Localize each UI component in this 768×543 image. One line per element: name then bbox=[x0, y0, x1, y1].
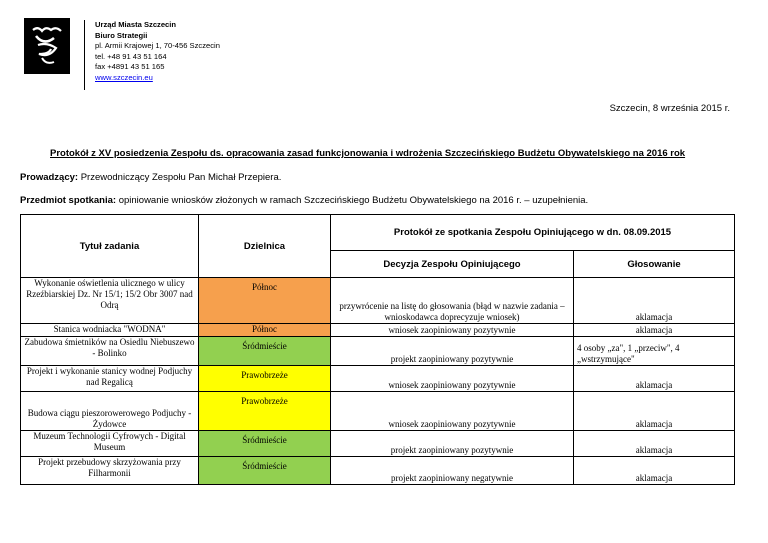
header-task: Tytuł zadania bbox=[21, 215, 199, 278]
decision-cell: projekt zaopiniowany pozytywnie bbox=[331, 431, 574, 457]
vote-cell: aklamacja bbox=[574, 278, 735, 324]
table-row bbox=[21, 366, 735, 392]
proposals-table bbox=[20, 214, 735, 485]
table-header-row bbox=[21, 215, 735, 251]
vote-cell: aklamacja bbox=[574, 431, 735, 457]
task-cell: Zabudowa śmietników na Osiedlu Niebuszewo - Bolinko bbox=[21, 337, 199, 366]
task-cell: Budowa ciągu pieszorowerowego Podjuchy - Żydowce bbox=[21, 392, 199, 431]
table-row bbox=[21, 278, 735, 324]
chair-line bbox=[20, 172, 281, 183]
subject-value: opiniowanie wniosków złożonych w ramach Szczecińskiego Budżetu Obywatelskiego na 2016 r. – uzupełnienia. bbox=[118, 195, 589, 206]
district-cell: Śródmieście bbox=[199, 431, 331, 457]
subject-line bbox=[20, 195, 588, 206]
district-cell: Północ bbox=[199, 278, 331, 324]
district-cell: Prawobrzeże bbox=[199, 392, 331, 431]
district-cell: Północ bbox=[199, 324, 331, 337]
vote-cell: aklamacja bbox=[574, 457, 735, 485]
decision-cell: przywrócenie na listę do głosowania (błąd w nazwie zadania – wnioskodawca doprecyzuje wniosek) bbox=[331, 278, 574, 324]
district-cell: Śródmieście bbox=[199, 457, 331, 485]
szczecin-logo-icon bbox=[24, 18, 70, 74]
task-cell: Muzeum Technologii Cyfrowych - Digital Museum bbox=[21, 431, 199, 457]
table-row bbox=[21, 431, 735, 457]
task-cell: Projekt i wykonanie stanicy wodnej Podjuchy nad Regalicą bbox=[21, 366, 199, 392]
table-row bbox=[21, 392, 735, 431]
decision-cell: wniosek zaopiniowany pozytywnie bbox=[331, 392, 574, 431]
table-row bbox=[21, 457, 735, 485]
vote-cell: 4 osoby „za", 1 „przeciw", 4 „wstrzymujące" bbox=[574, 337, 735, 366]
vote-cell: aklamacja bbox=[574, 324, 735, 337]
district-cell: Śródmieście bbox=[199, 337, 331, 366]
task-cell: Projekt przebudowy skrzyżowania przy Filharmonii bbox=[21, 457, 199, 485]
document-title: Protokół z XV posiedzenia Zespołu ds. opracowania zasad funkcjonowania i wdrożenia Szczecińskiego Budżetu Obywatelskiego na 2016 rok bbox=[50, 148, 686, 159]
header-divider bbox=[84, 20, 85, 90]
task-cell: Stanica wodniacka "WODNA" bbox=[21, 324, 199, 337]
org-name: Urząd Miasta Szczecin bbox=[95, 20, 177, 29]
org-department: Biuro Strategii bbox=[95, 30, 148, 40]
table-row bbox=[21, 337, 735, 366]
org-phone: tel. +48 91 43 51 164 bbox=[95, 51, 167, 61]
header-vote: Głosowanie bbox=[574, 251, 735, 278]
header-protocol: Protokół ze spotkania Zespołu Opiniującego w dn. 08.09.2015 bbox=[331, 215, 735, 251]
org-fax: fax +4891 43 51 165 bbox=[95, 62, 165, 72]
org-website-link[interactable]: www.szczecin.eu bbox=[95, 72, 153, 82]
organization-block bbox=[95, 20, 220, 84]
header-decision: Decyzja Zespołu Opiniującego bbox=[331, 251, 574, 278]
vote-cell: aklamacja bbox=[574, 392, 735, 431]
document-date: Szczecin, 8 września 2015 r. bbox=[609, 103, 730, 114]
decision-cell: projekt zaopiniowany negatywnie bbox=[331, 457, 574, 485]
header-district: Dzielnica bbox=[199, 215, 331, 278]
chair-label: Prowadzący: bbox=[20, 172, 79, 183]
vote-cell: aklamacja bbox=[574, 366, 735, 392]
task-cell: Wykonanie oświetlenia ulicznego w ulicy Rzeźbiarskiej Dz. Nr 15/1; 15/2 Obr 3007 nad Odrą bbox=[21, 278, 199, 324]
chair-value: Przewodniczący Zespołu Pan Michał Przepiera. bbox=[80, 172, 282, 183]
decision-cell: wniosek zaopiniowany pozytywnie bbox=[331, 324, 574, 337]
org-address: pl. Armii Krajowej 1, 70-456 Szczecin bbox=[95, 41, 220, 51]
table-row bbox=[21, 324, 735, 337]
subject-label: Przedmiot spotkania: bbox=[20, 195, 117, 206]
decision-cell: projekt zaopiniowany pozytywnie bbox=[331, 337, 574, 366]
decision-cell: wniosek zaopiniowany pozytywnie bbox=[331, 366, 574, 392]
district-cell: Prawobrzeże bbox=[199, 366, 331, 392]
